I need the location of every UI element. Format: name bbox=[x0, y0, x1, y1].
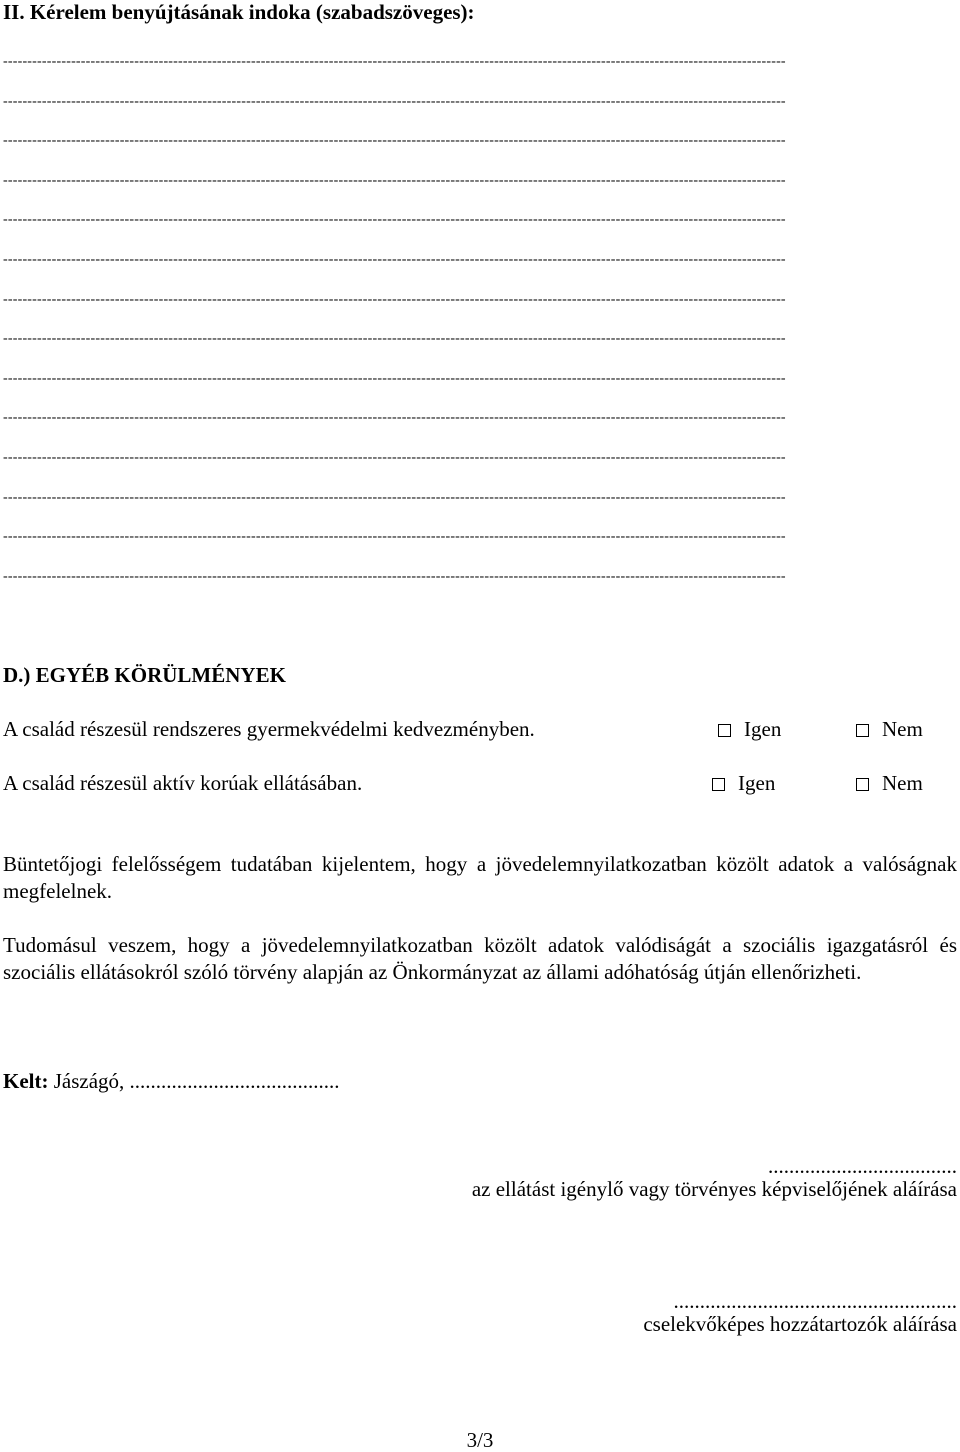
declaration-verification: Tudomásul veszem, hogy a jövedelemnyilatkozatban közölt adatok valódiságát a szociális igazgatásról és szociális ellátásokról szóló törvény alapján az Önkormányzat az állami adóhatóság útján ellenőrizheti. bbox=[3, 933, 957, 984]
option-yes-active-age[interactable] bbox=[712, 771, 775, 795]
dashed-line: ----------------------------------------------------------------------------------------------------------------------------------------------------------------- bbox=[3, 451, 786, 465]
option-yes-label: Igen bbox=[744, 717, 782, 741]
dashed-line: ----------------------------------------------------------------------------------------------------------------------------------------------------------------- bbox=[3, 569, 786, 584]
dashed-line: ----------------------------------------------------------------------------------------------------------------------------------------------------------------- bbox=[3, 332, 786, 347]
declaration-liability: Büntetőjogi felelősségem tudatában kijelentem, hogy a jövedelemnyilatkozatban közölt adatok a valóságnak megfelelnek. bbox=[3, 852, 957, 903]
dashed-line: ----------------------------------------------------------------------------------------------------------------------------------------------------------------- bbox=[3, 371, 786, 386]
kelt-label: Kelt: bbox=[3, 1069, 49, 1093]
dashed-line: ----------------------------------------------------------------------------------------------------------------------------------------------------------------- bbox=[3, 173, 786, 188]
option-no-label: Nem bbox=[882, 771, 923, 795]
signature-label-applicant: az ellátást igénylő vagy törvényes képviselőjének aláírása bbox=[471, 1177, 957, 1201]
row-active-age-label: A család részesül aktív korúak ellátásában. bbox=[3, 771, 363, 795]
option-yes-child-protection[interactable] bbox=[718, 717, 781, 741]
dashed-line: ----------------------------------------------------------------------------------------------------------------------------------------------------------------- bbox=[3, 55, 786, 69]
dashed-line: ----------------------------------------------------------------------------------------------------------------------------------------------------------------- bbox=[3, 490, 786, 505]
dashed-line: ----------------------------------------------------------------------------------------------------------------------------------------------------------------- bbox=[3, 253, 786, 267]
dashed-line: ----------------------------------------------------------------------------------------------------------------------------------------------------------------- bbox=[3, 530, 786, 545]
option-no-active-age[interactable] bbox=[856, 771, 923, 795]
row-child-protection-label: A család részesül rendszeres gyermekvédelmi kedvezményben. bbox=[3, 717, 535, 741]
option-no-child-protection[interactable] bbox=[856, 717, 923, 741]
dashed-line: ----------------------------------------------------------------------------------------------------------------------------------------------------------------- bbox=[3, 134, 786, 149]
dashed-line: ----------------------------------------------------------------------------------------------------------------------------------------------------------------- bbox=[3, 94, 786, 109]
option-yes-label: Igen bbox=[738, 771, 776, 795]
kelt-value: Jászágó, ........................................ bbox=[53, 1069, 340, 1093]
checkbox-icon[interactable] bbox=[856, 724, 869, 737]
checkbox-icon[interactable] bbox=[712, 778, 725, 791]
checkbox-icon[interactable] bbox=[718, 724, 731, 737]
dashed-line: ----------------------------------------------------------------------------------------------------------------------------------------------------------------- bbox=[3, 411, 786, 426]
signature-label-relatives: cselekvőképes hozzátartozók aláírása bbox=[643, 1312, 957, 1336]
dashed-line: ----------------------------------------------------------------------------------------------------------------------------------------------------------------- bbox=[3, 292, 786, 307]
section-d-title: D.) EGYÉB KÖRÜLMÉNYEK bbox=[3, 663, 286, 687]
signature-line-relatives[interactable]: ...................................................... bbox=[673, 1289, 957, 1313]
page-number: 3/3 bbox=[466, 1428, 494, 1452]
option-no-label: Nem bbox=[882, 717, 923, 741]
section-title: II. Kérelem benyújtásának indoka (szabadszöveges): bbox=[3, 0, 475, 24]
checkbox-icon[interactable] bbox=[856, 778, 869, 791]
date-place-line[interactable] bbox=[3, 1069, 340, 1093]
dashed-line: ----------------------------------------------------------------------------------------------------------------------------------------------------------------- bbox=[3, 213, 786, 228]
signature-line-applicant[interactable]: .................................... bbox=[768, 1154, 957, 1178]
